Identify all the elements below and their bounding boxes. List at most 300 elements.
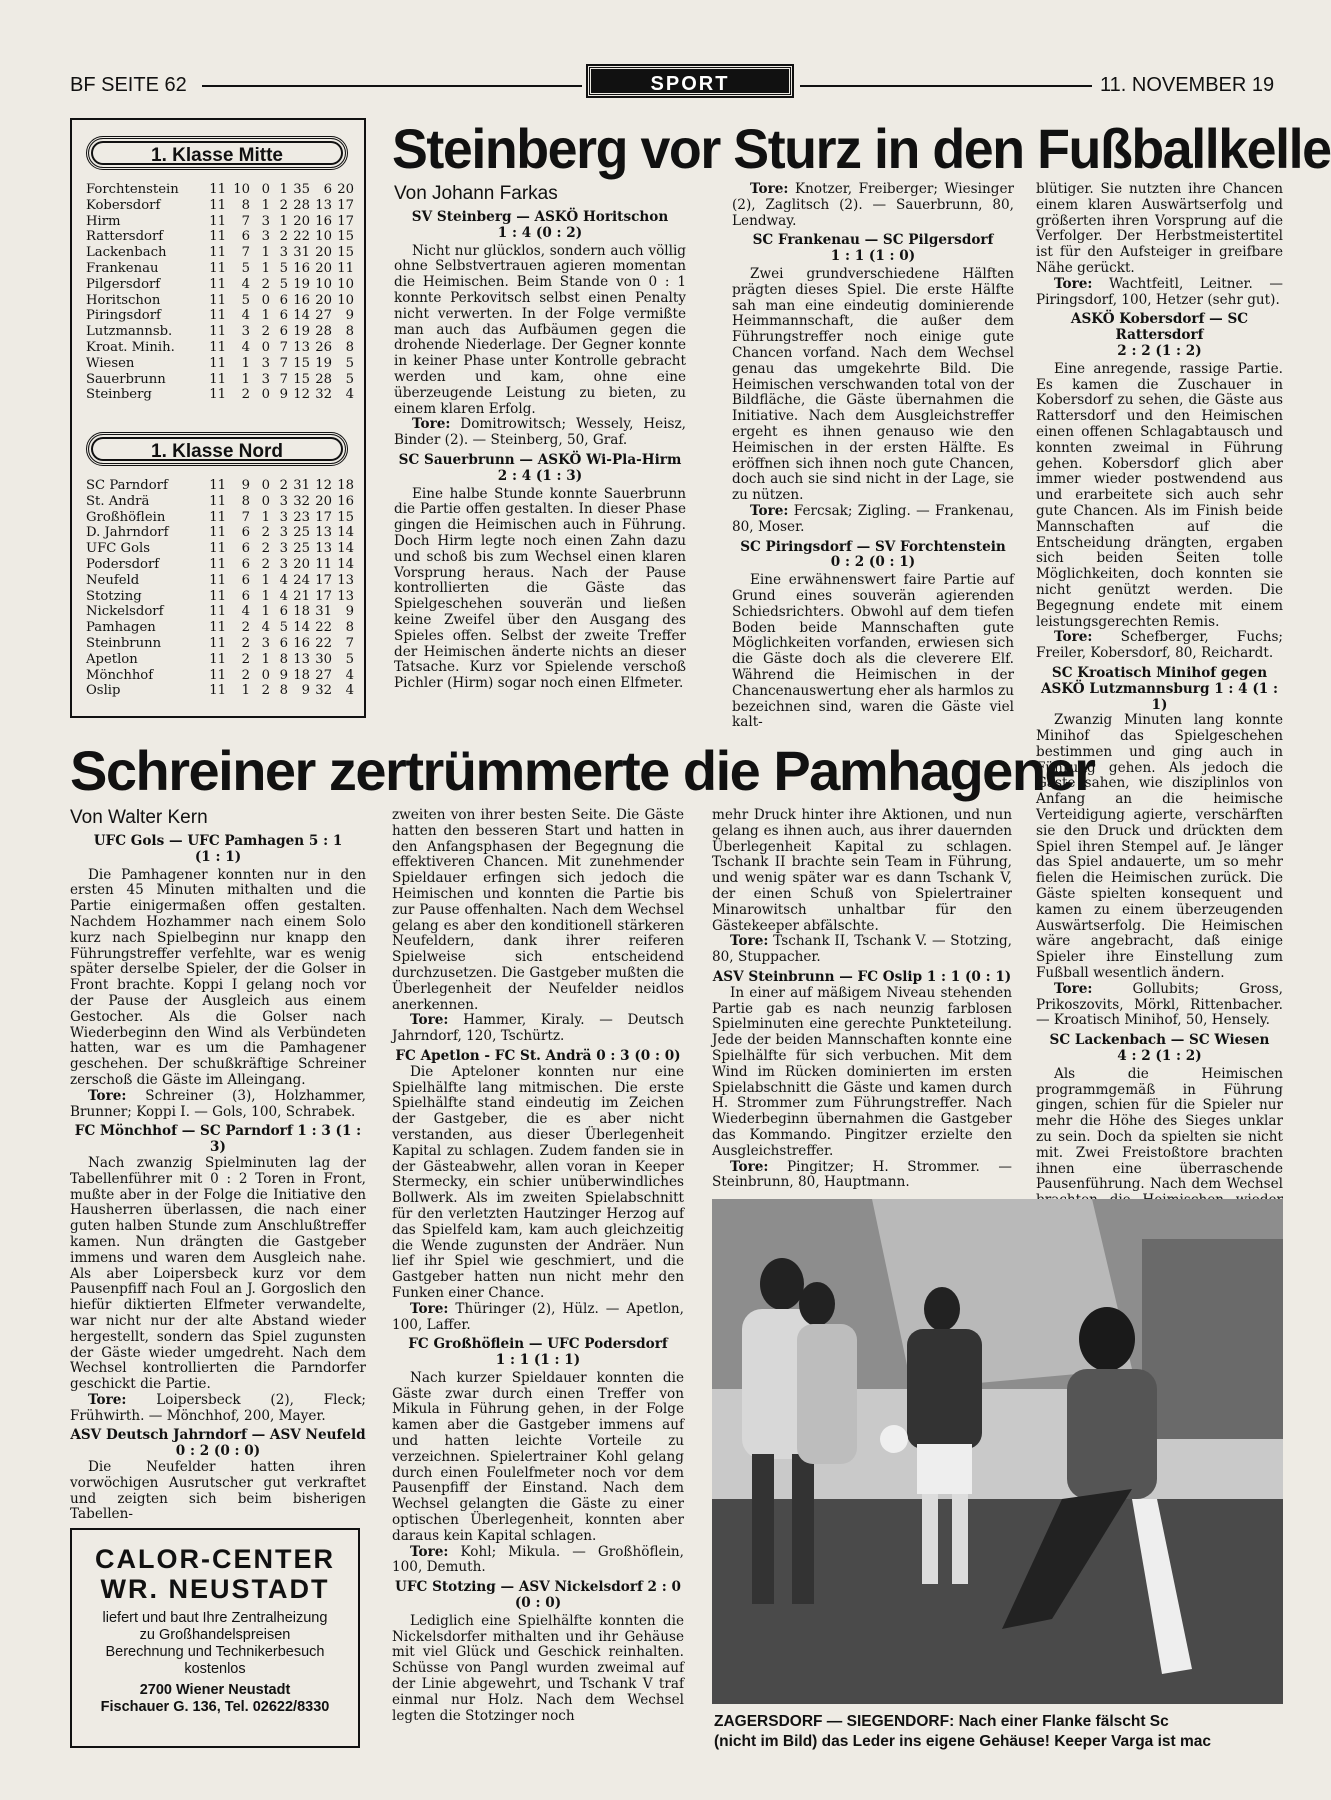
stat-value: 2 <box>279 229 288 245</box>
stat-value: 0 <box>261 667 270 683</box>
stat-value: 30 <box>315 651 332 667</box>
stat-value: 8 <box>345 324 354 340</box>
stat-value: 1 <box>261 604 270 620</box>
team-name: Steinberg <box>86 387 152 403</box>
stat-value: 2 <box>261 556 270 572</box>
page-label: BF SEITE 62 <box>70 74 187 96</box>
stat-value: 13 <box>293 651 310 667</box>
team-name: Wiesen <box>86 355 135 371</box>
stat-value: 22 <box>293 229 310 245</box>
match-score: 0 : 2 (0 : 1) <box>830 554 916 571</box>
match-heading: UFC Gols — UFC Pamhagen 5 : 1 <box>93 833 343 849</box>
stat-value: 27 <box>315 308 332 324</box>
stat-value: 11 <box>209 339 226 355</box>
stat-value: 11 <box>209 493 226 509</box>
stat-value: 17 <box>315 509 332 525</box>
stat-value: 5 <box>241 292 250 308</box>
goals-line: Tore: Wachtfeitl, Leitner. — Piringsdorf, 100, Hetzer (sehr gut). <box>1036 275 1283 308</box>
stat-value: 15 <box>293 355 310 371</box>
standings-row <box>86 510 362 526</box>
stat-value: 0 <box>261 292 270 308</box>
paragraph: Eine anregende, rassige Partie. Es kamen die Zuschauer in Kobersdorf zu sehen, die Gäste aus Rattersdorf und den Heimischen einen offenen Schlagabtausch und konnten zweimal in Führung gehen. Kobersdorf glich aber immer wieder postwendend aus und erarbeitete sich auch sehr gute Chancen. Als im Finish beide Mannschaften auf die Entscheidung drängten, ergaben sich beiden Seiten tolle Möglichkeiten, doch konnten sie nicht genützt werden. Die Begegnung endete mit einem leistungsgerechten Remis. <box>1036 360 1283 630</box>
standings-row <box>86 478 362 494</box>
stat-value: 6 <box>241 541 250 557</box>
team-name: Pamhagen <box>86 620 156 636</box>
goals-line: Tore: Fercsak; Zigling. — Frankenau, 80, Moser. <box>732 502 1014 535</box>
goals-label: Tore: <box>410 1012 449 1029</box>
goals-line: Tore: Knotzer, Freiberger; Wiesinger (2), Zaglitsch (2). — Sauerbrunn, 80, Lendway. <box>732 181 1014 229</box>
paragraph: Nicht nur glücklos, sondern auch völlig ohne Selbstvertrauen agieren momentan die Heimischen. Beim Stande von 0 : 1 konnte Perkovitsch selbst einen Penalty nicht verwerten. In der Folge vermißte man auch das Aufbäumen gegen die drohende Niederlage. Der Gegner konnte in keiner Phase unter Kontrolle gebracht werden und kam, ohne eine überzeugende Leistung zu bieten, zu einem klaren Erfolg. <box>394 242 686 417</box>
article-column <box>392 808 684 1758</box>
stat-value: 14 <box>337 556 354 572</box>
stat-value: 2 <box>261 276 270 292</box>
stat-value: 10 <box>337 276 354 292</box>
stat-value: 2 <box>241 635 250 651</box>
match-score: 4 : 2 (1 : 2) <box>1117 1048 1202 1065</box>
stat-value: 7 <box>241 509 250 525</box>
stat-value: 8 <box>279 651 288 667</box>
match-score: 2 : 4 (1 : 3) <box>497 467 583 484</box>
team-name: Kobersdorf <box>86 197 161 213</box>
stat-value: 4 <box>345 667 354 683</box>
stat-value: 11 <box>209 324 226 340</box>
stat-value: 11 <box>209 478 226 493</box>
standings-row <box>86 372 362 388</box>
goals-line: Tore: Schreiner (3), Holzhammer, Brunner; Koppi I. — Gols, 100, Schrabek. <box>70 1087 366 1120</box>
stat-value: 11 <box>315 556 332 572</box>
stat-value: 0 <box>261 339 270 355</box>
stat-value: 20 <box>293 213 310 229</box>
match-score: 2 : 2 (1 : 2) <box>1117 342 1202 359</box>
paragraph: Lediglich eine Spielhälfte konnten die Nickelsdorfer mithalten und ihr Gehäuse mit viel Glück und Geschick reinhalten. Schüsse von Pangl wurden zweimal auf der Linie abgewehrt, und Tschank V traf einmal nur Holz. Nach dem Wechsel legten die Stotzinger noch <box>392 1612 684 1724</box>
stat-value: 9 <box>345 308 354 324</box>
standings-row <box>86 277 362 293</box>
stat-value: 11 <box>209 556 226 572</box>
stat-value: 3 <box>279 245 288 261</box>
stat-value: 1 <box>261 588 270 604</box>
stat-value: 6 <box>241 572 250 588</box>
standings-row <box>86 668 362 684</box>
stat-value: 11 <box>209 541 226 557</box>
ad-title: WR. NEUSTADT <box>100 1574 330 1604</box>
stat-value: 19 <box>315 355 332 371</box>
stat-value: 17 <box>315 572 332 588</box>
team-name: St. Andrä <box>86 493 150 509</box>
stat-value: 2 <box>279 197 288 213</box>
match-heading: ASKÖ Kobersdorf — SC Rattersdorf <box>1070 311 1249 344</box>
stat-value: 22 <box>315 635 332 651</box>
stat-value: 4 <box>345 387 354 403</box>
standings-row <box>86 198 362 214</box>
article-column <box>732 181 1014 731</box>
standings-row <box>86 387 362 403</box>
stat-value: 11 <box>209 509 226 525</box>
stat-value: 13 <box>293 339 310 355</box>
stat-value: 4 <box>241 276 250 292</box>
stat-value: 4 <box>261 620 270 636</box>
stat-value: 11 <box>209 667 226 683</box>
standings-row <box>86 324 362 340</box>
stat-value: 32 <box>315 387 332 403</box>
paragraph: Eine halbe Stunde konnte Sauerbrunn die Partie offen gestalten. In dieser Phase gingen die Heimischen auch in Führung. Doch Hirm legte noch einen Zahn dazu und schoß bis zum Wechsel einen klaren Vorsprung heraus. Nach der Pause kontrollierten die Gäste das Spielgeschehen souverän und ließen keine Zweifel über den Ausgang des Spieles offen. Selbst der zweite Treffer der Heimischen änderte nichts an dieser Tatsache. Kurz vor Spielende verschoß Pichler (Hirm) sogar noch einen Elfmeter. <box>394 485 686 692</box>
headline: Steinberg vor Sturz in den Fußballkelle <box>392 117 1331 180</box>
match-score: 1 : 1 (1 : 1) <box>495 1352 581 1369</box>
paragraph: In einer auf mäßigem Niveau stehenden Partie gab es nach neunzig farblosen Spielminuten eine gerechte Punkteteilung. Jede der beiden Mannschaften konnte eine Spielhälfte für sich verbuchen. Mit dem Wind im Rücken dominierten im ersten Spielabschnitt die Gäste und kamen durch H. Strommer zum Führungstreffer. Nach Wiederbeginn übernahmen die Gastgeber das Kommando. Pingitzer erzielte den Ausgleichstreffer. <box>712 984 1012 1159</box>
stat-value: 6 <box>241 229 250 245</box>
paragraph: Die Apteloner konnten nur eine Spielhälfte lang mitmischen. Die erste Spielhälfte stand eindeutig im Zeichen der Gastgeber, die es aber nicht verstanden, aus dieser Überlegenheit Kapital zu schlagen. Zudem fanden sie in der Gästeabwehr, allen voran in Keeper Stermecky, ein schier unüberwindliches Bollwerk. Als im zweiten Spielabschnitt für den verletzten Hautzinger Herzog auf das Spielfeld kam, kam auch gleichzeitig die Wende zugunsten der Andräer. Nun lief ihr Spiel wie geschmiert, und die Gastgeber hatten nun nicht mehr den Funken einer Chance. <box>392 1063 684 1301</box>
stat-value: 6 <box>279 635 288 651</box>
stat-value: 9 <box>279 387 288 403</box>
stat-value: 16 <box>293 635 310 651</box>
ad-text: Berechnung und Technikerbesuch <box>105 1644 325 1660</box>
stat-value: 1 <box>261 197 270 213</box>
standings-row <box>86 214 362 230</box>
paragraph: mehr Druck hinter ihre Aktionen, und nun gelang es ihnen auch, aus ihrer dauernden Überlegenheit Kapital zu schlagen. Tschank II brachte sein Team in Führung, und wenig später war es dann Tschank V, der einen Schuß von Spielertrainer Minarowitsch unhaltbar für den Gästekeeper abfälschte. <box>712 807 1012 934</box>
stat-value: 23 <box>293 509 310 525</box>
header-rule-left <box>202 85 582 87</box>
stat-value: 15 <box>337 229 354 245</box>
stat-value: 0 <box>261 493 270 509</box>
match-heading: SC Frankenau — SC Pilgersdorf <box>752 232 994 249</box>
match-heading: FC Mönchhof — SC Parndorf 1 : 3 (1 : 3) <box>74 1123 362 1156</box>
match-heading: UFC Stotzing — ASV Nickelsdorf 2 : 0 <box>395 1579 681 1596</box>
stat-value: 25 <box>293 525 310 541</box>
team-name: SC Parndorf <box>86 478 168 493</box>
stat-value: 11 <box>209 229 226 245</box>
stat-value: 11 <box>209 683 226 699</box>
stat-value: 11 <box>209 308 226 324</box>
stat-value: 6 <box>323 182 332 197</box>
stat-value: 28 <box>315 371 332 387</box>
stat-value: 10 <box>233 182 250 197</box>
stat-value: 13 <box>315 541 332 557</box>
stat-value: 31 <box>293 245 310 261</box>
stat-value: 2 <box>241 620 250 636</box>
team-name: Lutzmannsb. <box>86 324 173 340</box>
match-heading: SC Kroatisch Minihof gegen ASKÖ Lutzmannsburg 1 : 4 (1 : 1) <box>1040 664 1278 713</box>
standings-row <box>86 541 362 557</box>
goals-label: Tore: <box>1054 629 1093 646</box>
stat-value: 11 <box>209 292 226 308</box>
stat-value: 14 <box>293 620 310 636</box>
standings-row <box>86 604 362 620</box>
stat-value: 0 <box>261 387 270 403</box>
match-heading: FC Apetlon - FC St. Andrä 0 : 3 (0 : 0) <box>395 1047 681 1064</box>
standings-row <box>86 683 362 699</box>
stat-value: 13 <box>315 197 332 213</box>
stat-value: 9 <box>241 478 250 493</box>
paragraph: Eine erwähnenswert faire Partie auf Grund eines souverän agierenden Schiedsrichters. Obwohl auf dem tiefen Boden beide Mannschaften gute Möglichkeiten vorfanden, erwiesen sich die Gäste doch als die cleverere Elf. Während die Heimischen in der Chancenauswertung eher als harmlos zu bezeichnen sind, waren die Gäste viel kalt- <box>732 572 1014 731</box>
team-name: Lackenbach <box>86 245 167 261</box>
goals-line: Tore: Schefberger, Fuchs; Freiler, Kobersdorf, 80, Reichardt. <box>1036 629 1283 662</box>
stat-value: 1 <box>261 509 270 525</box>
stat-value: 8 <box>241 493 250 509</box>
standings-row <box>86 261 362 277</box>
stat-value: 24 <box>293 572 310 588</box>
team-name: Frankenau <box>86 260 159 276</box>
goals-label: Tore: <box>750 181 789 197</box>
standings-table <box>86 478 362 699</box>
stat-value: 1 <box>261 245 270 261</box>
standings-row <box>86 356 362 372</box>
stat-value: 22 <box>315 620 332 636</box>
stat-value: 2 <box>261 541 270 557</box>
team-name: Neufeld <box>86 572 140 588</box>
byline: Von Johann Farkas <box>394 183 558 204</box>
stat-value: 9 <box>279 667 288 683</box>
stat-value: 7 <box>279 355 288 371</box>
stat-value: 31 <box>315 604 332 620</box>
stat-value: 15 <box>337 509 354 525</box>
goals-label: Tore: <box>750 502 789 519</box>
header-rule-right <box>800 85 1092 87</box>
team-name: Rattersdorf <box>86 229 164 245</box>
stat-value: 2 <box>241 651 250 667</box>
stat-value: 16 <box>293 260 310 276</box>
ad-address: 2700 Wiener Neustadt <box>139 1682 291 1698</box>
team-name: Oslip <box>86 683 121 699</box>
stat-value: 1 <box>261 572 270 588</box>
stat-value: 12 <box>293 387 310 403</box>
stat-value: 17 <box>315 588 332 604</box>
match-heading: ASV Steinbrunn — FC Oslip 1 : 1 (0 : 1) <box>712 968 1012 985</box>
stat-value: 10 <box>315 276 332 292</box>
stat-value: 3 <box>241 324 250 340</box>
goals-label: Tore: <box>1054 980 1093 997</box>
stat-value: 5 <box>279 260 288 276</box>
stat-value: 16 <box>293 292 310 308</box>
stat-value: 1 <box>279 182 288 197</box>
stat-value: 7 <box>241 245 250 261</box>
stat-value: 2 <box>261 525 270 541</box>
standings-row <box>86 494 362 510</box>
stat-value: 20 <box>337 182 354 197</box>
match-score: 1 : 4 (0 : 2) <box>497 224 583 241</box>
stat-value: 11 <box>209 387 226 403</box>
team-name: Apetlon <box>86 651 138 667</box>
photo-caption-line: ZAGERSDORF — SIEGENDORF: Nach einer Flanke fälscht Sc <box>714 1713 1169 1730</box>
stat-value: 2 <box>279 478 288 493</box>
paragraph: blütiger. Sie nutzten ihre Chancen einem klaren Auswärtserfolg und größerten ihren Vorsprung auf die Verfolger. Der Herbstmeistertitel ist für den Aufsteiger in greifbare Nähe gerückt. <box>1036 181 1283 276</box>
stat-value: 3 <box>279 556 288 572</box>
stat-value: 10 <box>315 229 332 245</box>
stat-value: 6 <box>279 292 288 308</box>
stat-value: 20 <box>315 292 332 308</box>
stat-value: 6 <box>241 588 250 604</box>
stat-value: 20 <box>293 556 310 572</box>
issue-date: 11. NOVEMBER 19 <box>1100 74 1275 96</box>
goals-label: Tore: <box>412 416 451 433</box>
stat-value: 20 <box>315 245 332 261</box>
ad-text: liefert und baut Ihre Zentralheizung <box>102 1610 328 1626</box>
article-column <box>394 182 686 722</box>
stat-value: 0 <box>261 478 270 493</box>
standings-row <box>86 245 362 261</box>
paragraph: Die Pamhagener konnten nur in den ersten 45 Minuten mithalten und die Partie einigermaßen offen gestalten. Nachdem Hozhammer nach einem Solo kurz nach Spielbeginn nur knapp den Führungstreffer verfehlte, war es wenig später derselbe Spieler, der die Golser in Front brachte. Koppi I gelang noch vor der Pause der Ausgleich aus einem Gestocher. Als die Golser nach Wiederbeginn den Wind als Verbündeten hatten, war es um die Pamhagener geschehen. Der schußkräftige Schreiner zerschoß die Gäste im Alleingang. <box>70 866 366 1088</box>
paragraph: zweiten von ihrer besten Seite. Die Gäste hatten den besseren Start und hatten in den Anfangsphasen der Begegnung die effektiveren Chancen. Mit zunehmender Spieldauer erfingen sich jedoch die Heimischen und konnten die Partie bis zur Pause offenhalten. Nach dem Wechsel gelang es aber den konditionell stärkeren Neufeldern, dank ihrer reiferen Spielweise sich entscheidend durchzusetzen. Die Gastgeber mußten die Überlegenheit der Neufelder neidlos anerkennen. <box>392 807 684 1013</box>
standings-row <box>86 308 362 324</box>
section-banner: SPORT <box>588 66 792 96</box>
stat-value: 18 <box>293 667 310 683</box>
team-name: Piringsdorf <box>86 308 161 324</box>
stat-value: 17 <box>337 213 354 229</box>
standings-box <box>70 118 366 718</box>
stat-value: 2 <box>241 387 250 403</box>
team-name: Großhöflein <box>86 509 166 525</box>
paragraph: Zwanzig Minuten lang konnte Minihof das Spielgeschehen bestimmen und ging auch in Führung gehen. Als jedoch die Gäste sahen, wie disziplinlos von Anfang an die heimische Verteidigung agierte, verschärften sie den Druck und drückten dem Spiel ihren Stempel auf. Je länger das Spiel andauerte, um so mehr fielen die Heimischen zurück. Die Gäste spielten konsequent und kamen zu einem überzeugenden Auswärtserfolg. Die Heimischen wäre angebracht, daß einige Spieler ihre Einstellung zum Fußball wesentlich ändern. <box>1036 712 1283 982</box>
stat-value: 16 <box>315 213 332 229</box>
stat-value: 13 <box>315 525 332 541</box>
stat-value: 15 <box>337 245 354 261</box>
match-heading: SC Piringsdorf — SV Forchtenstein <box>740 538 1006 555</box>
stat-value: 2 <box>241 667 250 683</box>
article-column <box>1036 182 1283 1200</box>
match-heading: SC Lackenbach — SC Wiesen <box>1049 1032 1270 1049</box>
ad-text: kostenlos <box>184 1661 246 1677</box>
standings-row <box>86 636 362 652</box>
article-column <box>70 806 366 1523</box>
photo-caption-line: (nicht im Bild) das Leder ins eigene Gehäuse! Keeper Varga ist mac <box>714 1733 1212 1750</box>
goals-line: Tore: Kohl; Mikula. — Großhöflein, 100, Demuth. <box>392 1543 684 1576</box>
stat-value: 6 <box>279 308 288 324</box>
match-score: (1 : 1) <box>194 848 242 865</box>
stat-value: 17 <box>337 197 354 213</box>
stat-value: 7 <box>279 371 288 387</box>
stat-value: 20 <box>315 493 332 509</box>
stat-value: 25 <box>293 541 310 557</box>
stat-value: 16 <box>337 493 354 509</box>
stat-value: 11 <box>209 635 226 651</box>
paragraph: Die Neufelder hatten ihren vorwöchigen Ausrutscher gut verkraftet und zeigten sich beim bisherigen Tabellen- <box>70 1459 366 1523</box>
stat-value: 1 <box>261 260 270 276</box>
stat-value: 11 <box>209 213 226 229</box>
stat-value: 5 <box>345 651 354 667</box>
stat-value: 20 <box>315 260 332 276</box>
stat-value: 11 <box>209 588 226 604</box>
stat-value: 1 <box>241 371 250 387</box>
match-heading: ASV Deutsch Jahrndorf — ASV Neufeld 0 : 2 (0 : 0) <box>70 1427 366 1460</box>
stat-value: 10 <box>337 292 354 308</box>
stat-value: 5 <box>345 355 354 371</box>
stat-value: 5 <box>241 260 250 276</box>
goals-label: Tore: <box>410 1300 449 1317</box>
stat-value: 3 <box>261 371 270 387</box>
standings-row <box>86 229 362 245</box>
match-score: (0 : 0) <box>514 1595 562 1612</box>
stat-value: 3 <box>261 213 270 229</box>
stat-value: 4 <box>241 308 250 324</box>
paragraph: Als die Heimischen programmgemäß in Führung gingen, schien für die Spieler nur mehr die Höhe des Sieges unklar zu sein. Doch da spielten sie nicht mit. Zwei Freistoßtore brachten ihnen eine überraschende Pausenführung. Nach dem Wechsel <box>1036 1065 1283 1193</box>
team-name: D. Jahrndorf <box>86 525 169 541</box>
stat-value: 3 <box>261 635 270 651</box>
stat-value: 27 <box>315 667 332 683</box>
goals-label: Tore: <box>88 1391 127 1408</box>
stat-value: 3 <box>279 509 288 525</box>
stat-value: 15 <box>293 371 310 387</box>
standings-row <box>86 573 362 589</box>
stat-value: 11 <box>209 245 226 261</box>
stat-value: 11 <box>209 371 226 387</box>
stat-value: 6 <box>279 604 288 620</box>
stat-value: 1 <box>261 308 270 324</box>
stat-value: 9 <box>345 604 354 620</box>
stat-value: 11 <box>209 572 226 588</box>
stat-value: 3 <box>279 541 288 557</box>
stat-value: 4 <box>279 588 288 604</box>
standings-row <box>86 525 362 541</box>
stat-value: 4 <box>241 339 250 355</box>
stat-value: 6 <box>241 525 250 541</box>
stat-value: 11 <box>209 182 226 197</box>
stat-value: 11 <box>337 260 354 276</box>
goals-label: Tore: <box>88 1087 127 1104</box>
team-name: Forchtenstein <box>86 182 179 197</box>
stat-value: 11 <box>209 260 226 276</box>
stat-value: 9 <box>301 683 310 699</box>
stat-value: 4 <box>279 572 288 588</box>
team-name: Pilgersdorf <box>86 276 161 292</box>
stat-value: 6 <box>279 324 288 340</box>
paragraph: Nach kurzer Spieldauer konnten die Gäste zwar durch einen Treffer von Mikula in Führung gehen, in der Folge kamen aber die Gastgeber immens auf und hatten leichte Vorteile zu verzeichnen. Spielertrainer Kohl gelang durch einen Foulelfmeter noch vor dem Pausenpfiff der Einstand. Nach dem Wechsel gelangten die Gäste zu einer optischen Überlegenheit, konnten aber daraus kein Kapital schlagen. <box>392 1369 684 1544</box>
stat-value: 14 <box>293 308 310 324</box>
goals-line: Tore: Thüringer (2), Hülz. — Apetlon, 100, Laffer. <box>392 1300 684 1333</box>
stat-value: 4 <box>345 683 354 699</box>
team-name: Kroat. Minih. <box>86 339 175 355</box>
standings-row <box>86 652 362 668</box>
match-photo-illustration <box>712 1199 1283 1704</box>
standings-row <box>86 182 362 198</box>
team-name: Stotzing <box>86 588 142 604</box>
goals-label: Tore: <box>1054 275 1093 292</box>
team-name: Horitschon <box>86 292 161 308</box>
stat-value: 11 <box>209 276 226 292</box>
stat-value: 8 <box>279 683 288 699</box>
stat-value: 26 <box>315 339 332 355</box>
standings-title: 1. Klasse Mitte <box>86 136 348 170</box>
standings-row <box>86 620 362 636</box>
standings-row <box>86 293 362 309</box>
byline: Von Walter Kern <box>70 807 208 828</box>
stat-value: 5 <box>345 371 354 387</box>
stat-value: 11 <box>209 651 226 667</box>
stat-value: 2 <box>261 683 270 699</box>
goals-line: Tore: Hammer, Kiraly. — Deutsch Jahrndorf, 120, Tschürtz. <box>392 1012 684 1045</box>
stat-value: 2 <box>261 324 270 340</box>
stat-value: 8 <box>345 339 354 355</box>
goals-line: Tore: Domitrowitsch; Wessely, Heisz, Binder (2). — Steinberg, 50, Graf. <box>394 416 686 449</box>
stat-value: 19 <box>293 324 310 340</box>
stat-value: 32 <box>315 683 332 699</box>
goals-line: Tore: Tschank II, Tschank V. — Stotzing, 80, Stuppacher. <box>712 933 1012 966</box>
team-name: Hirm <box>86 213 121 229</box>
stat-value: 35 <box>293 182 310 197</box>
stat-value: 7 <box>279 339 288 355</box>
goals-line: Tore: Loipersbeck (2), Fleck; Frühwirth. — Mönchhof, 200, Mayer. <box>70 1391 366 1424</box>
stat-value: 18 <box>293 604 310 620</box>
paragraph: Nach zwanzig Spielminuten lag der Tabellenführer mit 0 : 2 Toren in Front, mußte aber in der Folge die Initiative den Hausherren überlassen, die nach einer guten halben Stunde zum Anschlußtreffer kamen. Nun drängten die Gastgeber immens und waren dem Ausgleich nahe. Als aber Loipersbeck kurz vor dem Pausenpfiff nach Foul an J. Gorgoslich den hiefür diktierten Elfmeter verwandelte, war nicht nur der alte Abstand wieder hergestellt, sondern das Spiel zugunsten der Gäste wieder umgedreht. Nach dem Wechsel kontrollierten die Parndorfer geschickt die Partie. <box>70 1154 366 1393</box>
standings-row <box>86 557 362 573</box>
match-score: 1 : 1 (1 : 0) <box>830 248 916 265</box>
ad-text: zu Großhandelspreisen <box>139 1627 291 1643</box>
stat-value: 11 <box>209 197 226 213</box>
ad-title: CALOR-CENTER <box>95 1544 335 1574</box>
stat-value: 3 <box>261 229 270 245</box>
goals-line: Tore: Gollubits; Gross, Prikoszovits, Mörkl, Rittenbacher. — Kroatisch Minihof, 50, Hensely. <box>1036 980 1283 1029</box>
stat-value: 1 <box>279 213 288 229</box>
paragraph: Zwei grundverschiedene Hälften prägten dieses Spiel. Die erste Hälfte sah man eine eindeutig dominierende Heimmannschaft, die außer dem Führungstreffer noch einige gute Chancen vorfand. Nach dem Wechsel genau das umgekehrte Bild. Die Heimischen verschwanden total von der Bildfläche, die Gäste übernahmen die Initiative. Nach dem Ausgleichstreffer ergeht es ihnen genauso wie den Heimischen in der ersten Hälfte. Es eröffnen sich ihnen noch gute Chancen, doch auch sie sind nicht in der Lage, sie zu nützen. <box>732 265 1014 504</box>
stat-value: 1 <box>241 683 250 699</box>
stat-value: 8 <box>345 620 354 636</box>
